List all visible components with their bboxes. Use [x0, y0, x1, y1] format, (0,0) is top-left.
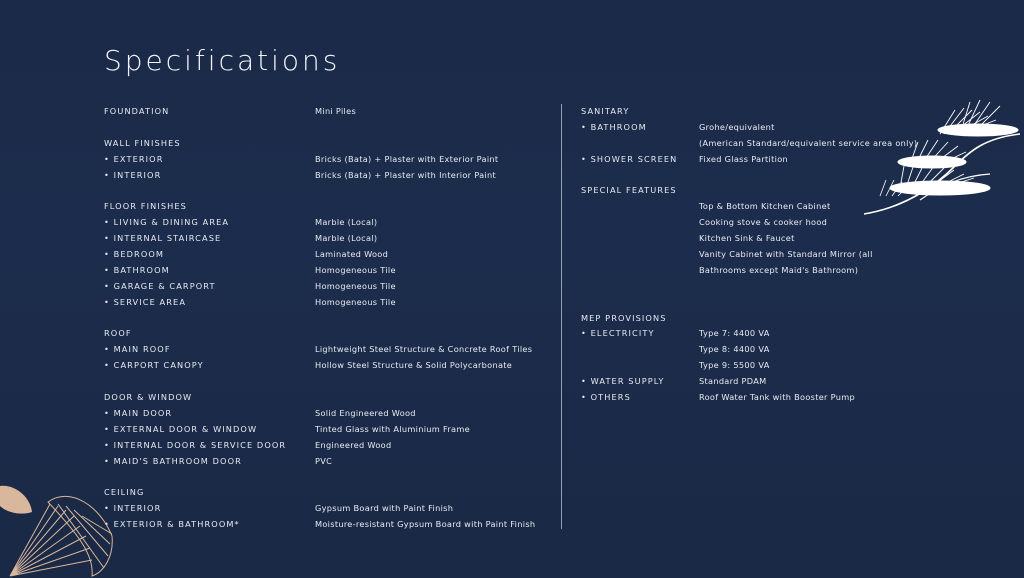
spec-row-maid-s-bathroom-door	[104, 454, 554, 470]
spacer	[104, 311, 554, 327]
spec-row-ceiling	[104, 485, 554, 501]
spec-row-exterior-bathroom	[104, 517, 554, 533]
spec-label: • MAIN DOOR	[104, 407, 173, 418]
spec-row-floor-finishes	[104, 199, 554, 215]
spec-label: • INTERIOR	[104, 503, 162, 514]
spec-value: Mini Piles	[315, 106, 357, 116]
spec-label: FOUNDATION	[104, 106, 170, 116]
spec-row-living-dining-area	[104, 215, 554, 231]
spec-label: • INTERNAL DOOR & SERVICE DOOR	[104, 439, 287, 450]
spec-value: Type 9: 5500 VA	[699, 360, 770, 371]
spec-value: Top & Bottom Kitchen Cabinet	[699, 201, 831, 212]
spacer	[104, 183, 554, 199]
spec-value: Marble (Local)	[315, 217, 378, 228]
spec-value: Cooking stove & cooker hood	[699, 217, 828, 228]
spec-label: SPECIAL FEATURES	[581, 185, 677, 196]
spec-value: Bricks (Bata) + Plaster with Interior Paint	[315, 169, 496, 180]
spec-row-bathroom	[104, 263, 554, 279]
spec-label: SANITARY	[581, 106, 630, 116]
spec-value: Kitchen Sink & Faucet	[699, 233, 795, 244]
pine-branch-illustration	[860, 96, 1024, 220]
spec-row	[581, 358, 941, 374]
spec-label: • BATHROOM	[104, 264, 170, 275]
spacer	[581, 295, 941, 311]
spec-value: Fixed Glass Partition	[699, 153, 789, 164]
spec-value: Gypsum Board with Paint Finish	[315, 503, 454, 514]
spec-label: • SERVICE AREA	[104, 296, 187, 307]
spec-label: • BATHROOM	[581, 121, 647, 132]
spec-label: • MAID'S BATHROOM DOOR	[104, 455, 242, 466]
spec-value: Laminated Wood	[315, 249, 389, 260]
spec-row-exterior	[104, 152, 554, 168]
spec-row	[581, 263, 941, 279]
page-title: Specifications	[104, 44, 341, 77]
spec-row-service-area	[104, 295, 554, 311]
spec-row-garage-carport	[104, 279, 554, 295]
spec-label: • CARPORT CANOPY	[104, 360, 204, 371]
spec-label: DOOR & WINDOW	[104, 392, 193, 403]
spec-value: Grohe/equivalent	[699, 121, 775, 132]
spacer	[104, 120, 554, 136]
spec-row-internal-staircase	[104, 231, 554, 247]
spec-row-foundation	[104, 104, 554, 120]
spec-label: • EXTERIOR & BATHROOM*	[104, 519, 240, 530]
spec-value: Tinted Glass with Aluminium Frame	[315, 423, 470, 434]
spec-label: • WATER SUPPLY	[581, 376, 665, 387]
spec-row-external-door-window	[104, 422, 554, 438]
spec-value: Marble (Local)	[315, 233, 378, 244]
spec-row-roof	[104, 326, 554, 342]
spec-label: • LIVING & DINING AREA	[104, 217, 230, 228]
column-divider	[561, 104, 562, 529]
spec-value: Type 8: 4400 VA	[699, 344, 770, 355]
spec-row-carport-canopy	[104, 358, 554, 374]
spec-value: Homogeneous Tile	[315, 296, 396, 307]
spec-value: Moisture-resistant Gypsum Board with Paint Finish	[315, 519, 536, 530]
spec-row-mep-provisions	[581, 311, 941, 327]
spacer	[581, 279, 941, 295]
spec-label: MEP PROVISIONS	[581, 312, 667, 323]
spec-value: Bricks (Bata) + Plaster with Exterior Paint	[315, 153, 499, 164]
spec-row-interior	[104, 501, 554, 517]
spec-label: • EXTERNAL DOOR & WINDOW	[104, 423, 258, 434]
spec-value: Vanity Cabinet with Standard Mirror (all	[699, 249, 873, 260]
spec-label: • INTERIOR	[104, 169, 162, 180]
spec-label: • OTHERS	[581, 392, 631, 403]
spec-value: Homogeneous Tile	[315, 264, 396, 275]
spec-value: Standard PDAM	[699, 376, 767, 387]
spec-row	[581, 247, 941, 263]
spec-label: ROOF	[104, 328, 132, 339]
spec-value: (American Standard/equivalent service area only)	[699, 137, 918, 148]
spacer	[104, 374, 554, 390]
spec-row	[581, 342, 941, 358]
spec-label: FLOOR FINISHES	[104, 201, 187, 212]
spec-row-internal-door-service-door	[104, 438, 554, 454]
spec-label: • BEDROOM	[104, 249, 165, 260]
spec-value: Homogeneous Tile	[315, 280, 396, 291]
spec-value: PVC	[315, 455, 333, 466]
spec-value: Lightweight Steel Structure & Concrete Roof Tiles	[315, 344, 533, 355]
spec-row-main-door	[104, 406, 554, 422]
spec-value: Hollow Steel Structure & Solid Polycarbonate	[315, 360, 513, 371]
left-spec-column	[104, 104, 554, 533]
spec-label: • INTERNAL STAIRCASE	[104, 233, 222, 244]
spec-row-wall-finishes	[104, 136, 554, 152]
spec-value: Solid Engineered Wood	[315, 407, 416, 418]
spec-label: WALL FINISHES	[104, 137, 181, 148]
spec-label: • GARAGE & CARPORT	[104, 280, 216, 291]
spec-row-bedroom	[104, 247, 554, 263]
spec-row-main-roof	[104, 342, 554, 358]
spec-row-interior	[104, 168, 554, 184]
spec-value: Type 7: 4400 VA	[699, 328, 770, 339]
spec-value: Bathrooms except Maid's Bathroom)	[699, 264, 859, 275]
spec-row-water-supply	[581, 374, 941, 390]
spec-value: Roof Water Tank with Booster Pump	[699, 392, 855, 403]
spec-value: Engineered Wood	[315, 439, 392, 450]
spec-row-electricity	[581, 326, 941, 342]
spec-row-others	[581, 390, 941, 406]
spacer	[104, 469, 554, 485]
spec-row	[581, 231, 941, 247]
spec-label: • ELECTRICITY	[581, 328, 655, 339]
spec-row-door-window	[104, 390, 554, 406]
spec-label: • MAIN ROOF	[104, 344, 171, 355]
spec-label: • SHOWER SCREEN	[581, 153, 678, 164]
ginkgo-leaf-illustration	[0, 476, 120, 578]
spec-label: • EXTERIOR	[104, 153, 164, 164]
spec-label: CEILING	[104, 487, 145, 498]
